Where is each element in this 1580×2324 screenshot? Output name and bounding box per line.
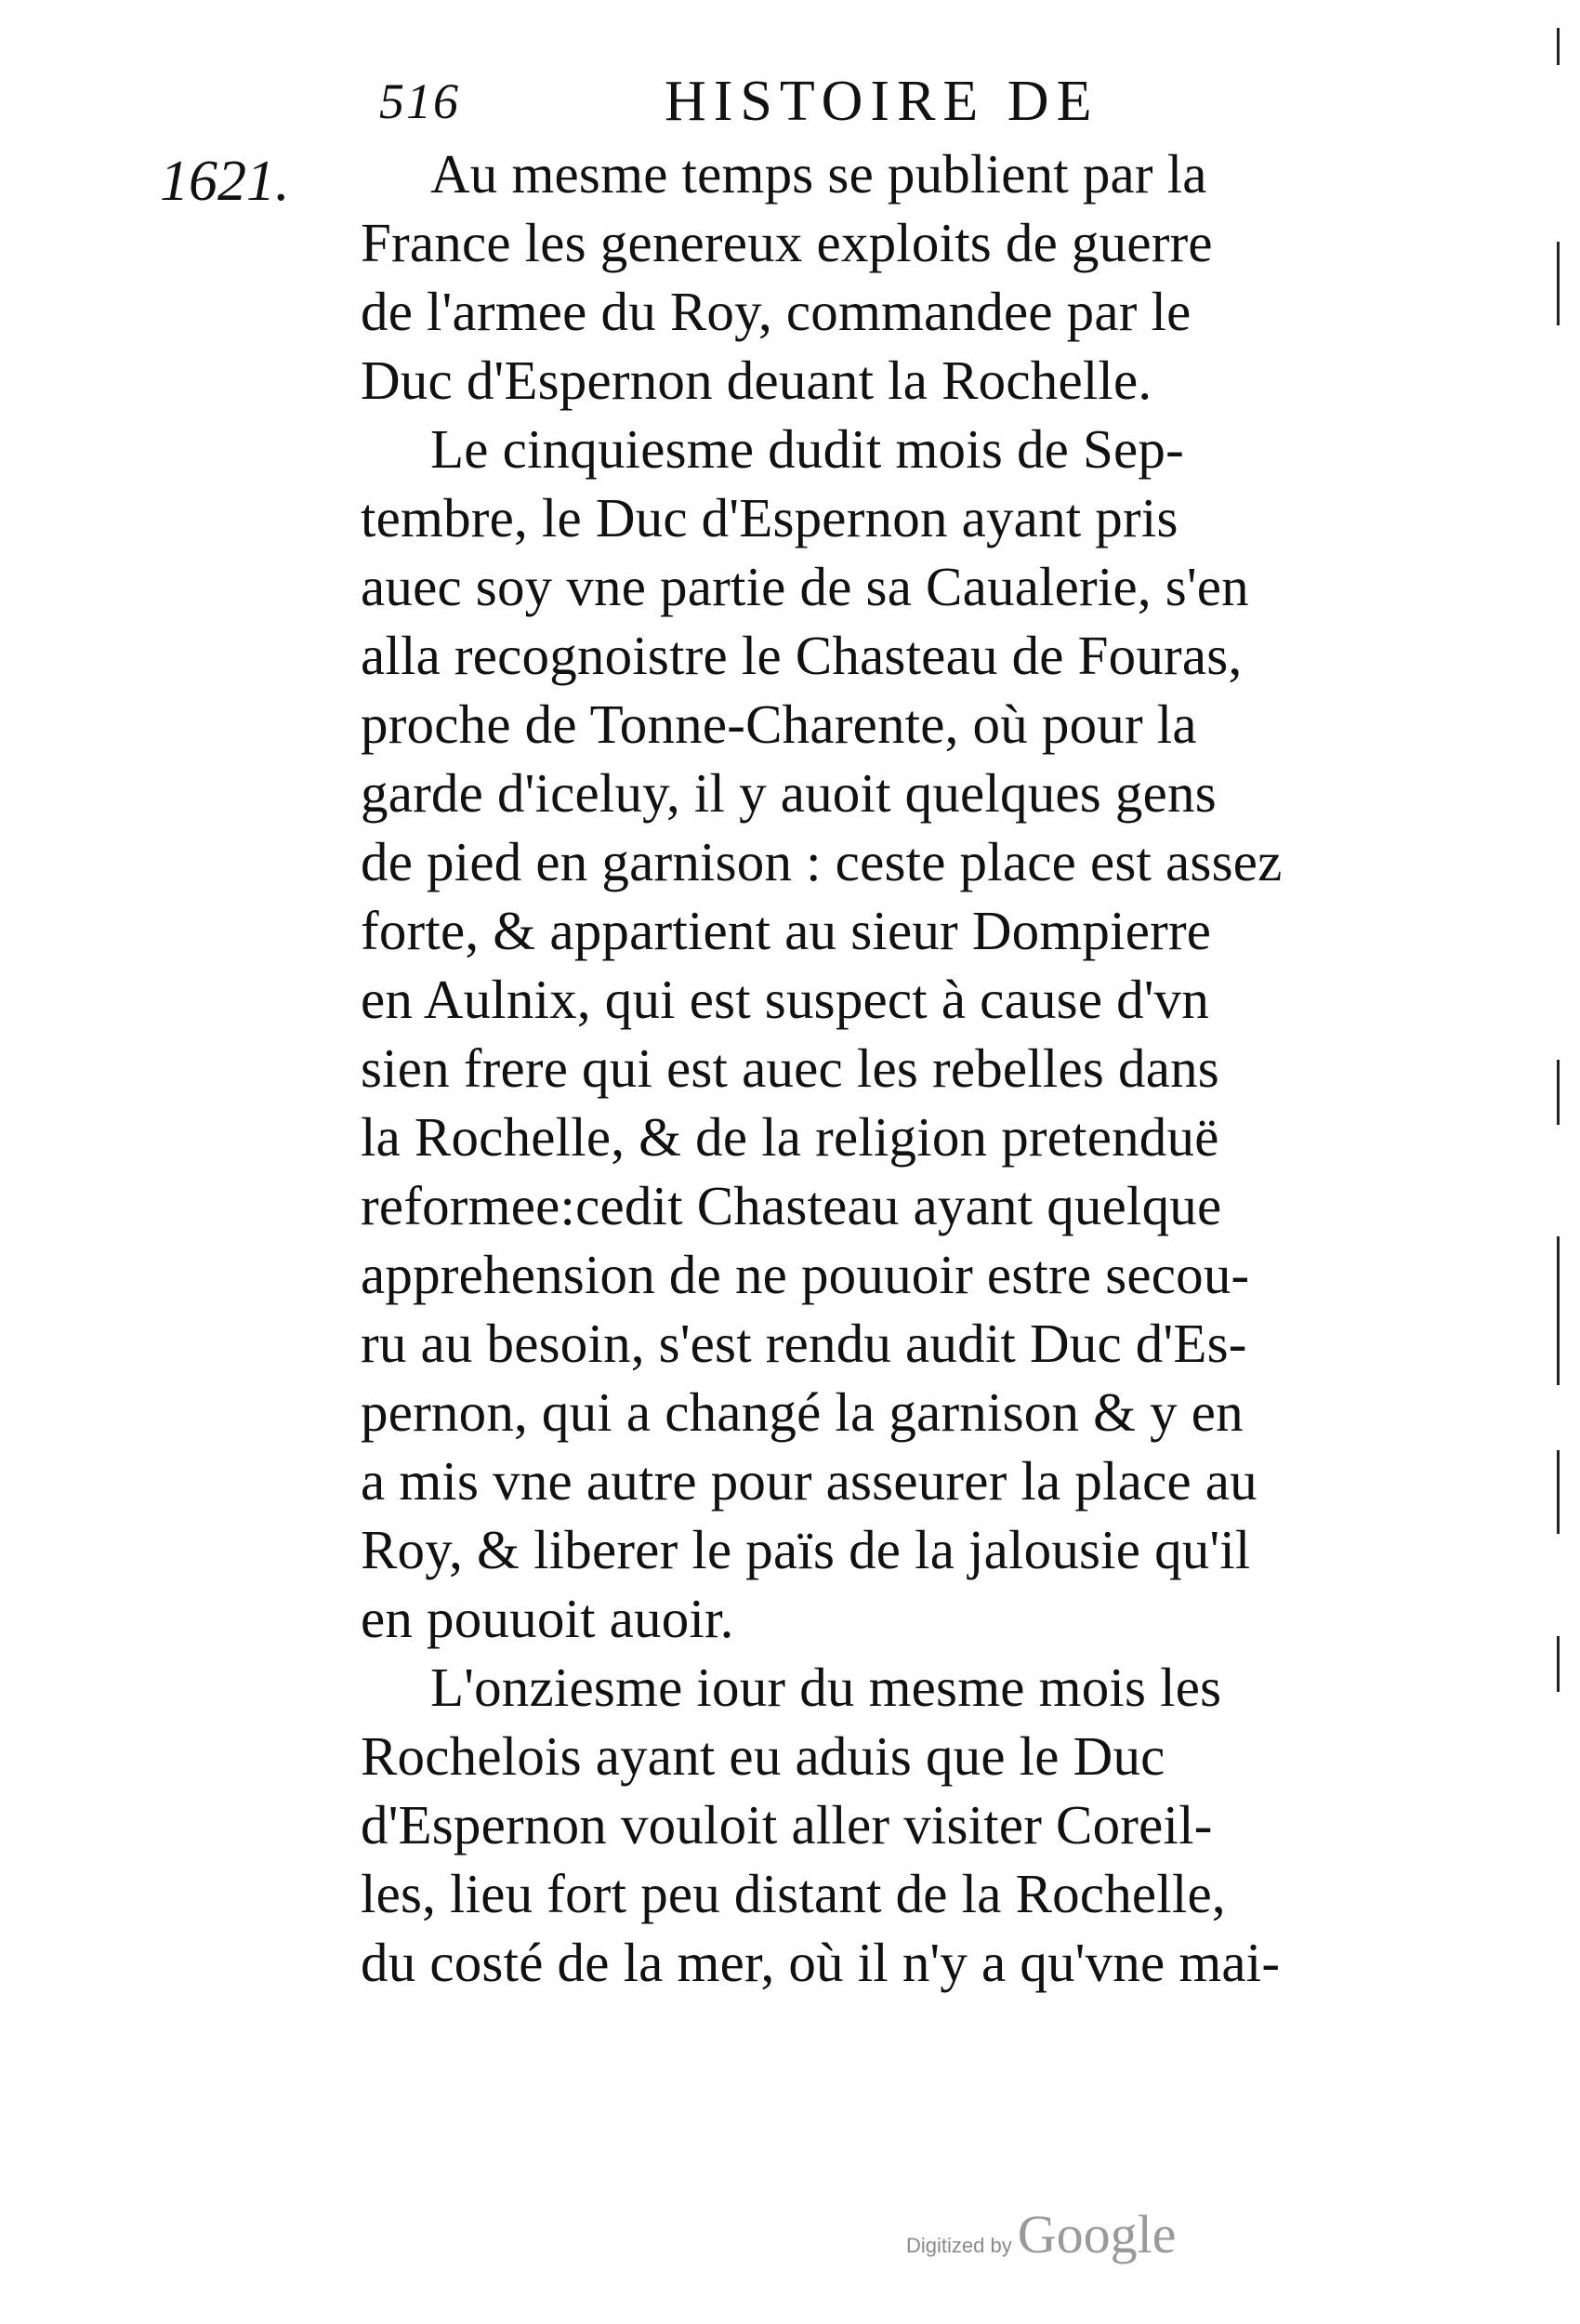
- running-head: HISTOIRE DE: [665, 70, 1099, 133]
- text-line: de pied en garnison : ceste place est assez: [361, 831, 1283, 892]
- text-line: Rochelois ayant eu aduis que le Duc: [361, 1725, 1165, 1787]
- text-line: sien frere qui est auec les rebelles dans: [361, 1037, 1219, 1099]
- page-edge-mark: [1557, 1636, 1560, 1692]
- text-line: Duc d'Espernon deuant la Rochelle.: [361, 350, 1152, 411]
- margin-year: 1621.: [160, 150, 290, 213]
- text-line: pernon, qui a changé la garnison & y en: [361, 1381, 1244, 1443]
- text-line: Au mesme temps se publient par la: [430, 143, 1207, 205]
- text-line: tembre, le Duc d'Espernon ayant pris: [361, 487, 1178, 548]
- text-line: la Rochelle, & de la religion pretenduë: [361, 1106, 1219, 1168]
- google-logo: Google: [1017, 2204, 1177, 2265]
- page-edge-mark: [1557, 1060, 1560, 1125]
- text-line: en pouuoit auoir.: [361, 1588, 734, 1649]
- page-edge-mark: [1557, 242, 1560, 325]
- digitized-by-label: Digitized by: [906, 2234, 1012, 2257]
- body-text: [361, 139, 1392, 1997]
- text-line: Le cinquiesme dudit mois de Sep-: [430, 418, 1184, 480]
- text-line: forte, & appartient au sieur Dompierre: [361, 900, 1212, 961]
- text-line: en Aulnix, qui est suspect à cause d'vn: [361, 969, 1210, 1030]
- text-line: proche de Tonne-Charente, où pour la: [361, 693, 1197, 755]
- text-line: reformee:cedit Chasteau ayant quelque: [361, 1175, 1222, 1236]
- text-line: les, lieu fort peu distant de la Rochelle,: [361, 1863, 1226, 1924]
- text-line: a mis vne autre pour asseurer la place au: [361, 1450, 1257, 1512]
- text-line: d'Espernon vouloit aller visiter Coreil-: [361, 1794, 1213, 1855]
- page-edge-mark: [1557, 1236, 1560, 1385]
- text-line: France les genereux exploits de guerre: [361, 212, 1213, 273]
- text-line: L'onziesme iour du mesme mois les: [430, 1657, 1222, 1718]
- text-line: de l'armee du Roy, commandee par le: [361, 281, 1192, 342]
- text-line: ru au besoin, s'est rendu audit Duc d'Es-: [361, 1313, 1247, 1374]
- text-line: du costé de la mer, où il n'y a qu'vne mai-: [361, 1932, 1281, 1993]
- text-line: alla recognoistre le Chasteau de Fouras,: [361, 625, 1243, 686]
- text-line: auec soy vne partie de sa Caualerie, s'en: [361, 556, 1249, 617]
- text-line: garde d'iceluy, il y auoit quelques gens: [361, 762, 1217, 824]
- page-edge-mark: [1557, 1450, 1560, 1534]
- text-line: apprehension de ne pouuoir estre secou-: [361, 1244, 1250, 1305]
- page-number: 516: [379, 73, 460, 129]
- page-edge-mark: [1557, 28, 1560, 65]
- text-line: Roy, & liberer le païs de la jalousie qu'il: [361, 1519, 1251, 1580]
- digitization-watermark: [906, 2203, 1176, 2265]
